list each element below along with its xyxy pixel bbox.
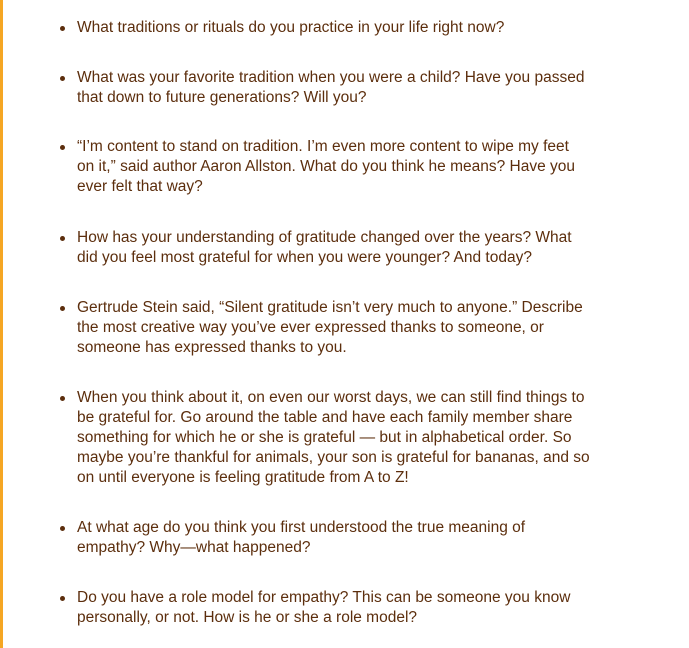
question-text [77,68,637,108]
question-text [77,298,637,358]
bullet-icon [60,596,65,601]
question-text [77,388,637,488]
question-line: ever felt that way? [77,178,203,195]
bullet-icon [60,76,65,81]
question-text [77,18,637,38]
bullet-icon [60,306,65,311]
question-line: When you think about it, on even our worst days, we can still find things to [77,389,585,406]
question-line: personally, or not. How is he or she a role model? [77,609,418,626]
question-line: What was your favorite tradition when you were a child? Have you passed [77,69,585,86]
question-item [60,228,637,268]
bullet-icon [60,26,65,31]
bullet-icon [60,236,65,241]
question-line: empathy? Why—what happened? [77,539,311,556]
question-item [60,298,637,358]
question-text [77,518,637,558]
question-line: What traditions or rituals do you practice in your life right now? [77,19,505,36]
question-text [77,228,637,268]
question-item [60,68,637,108]
question-item [60,388,637,488]
question-item [60,588,637,628]
question-item [60,18,637,38]
bullet-icon [60,526,65,531]
question-line: on it,” said author Aaron Allston. What do you think he means? Have you [77,158,576,175]
question-line: maybe you’re thankful for animals, your son is grateful for bananas, and so [77,449,590,466]
question-line: Do you have a role model for empathy? This can be someone you know [77,589,571,606]
question-text [77,137,637,197]
question-line: on until everyone is feeling gratitude from A to Z! [77,469,409,486]
question-line: At what age do you think you first understood the true meaning of [77,519,526,536]
accent-bar [0,0,3,648]
question-item [60,518,637,558]
question-line: someone has expressed thanks to you. [77,339,347,356]
question-line: be grateful for. Go around the table and have each family member share [77,409,573,426]
question-line: that down to future generations? Will you? [77,89,367,106]
question-line: did you feel most grateful for when you were younger? And today? [77,249,532,266]
question-line: the most creative way you’ve ever expressed thanks to someone, or [77,319,544,336]
question-text [77,588,637,628]
question-item [60,137,637,197]
bullet-icon [60,396,65,401]
bullet-icon [60,145,65,150]
question-line: “I’m content to stand on tradition. I’m even more content to wipe my feet [77,138,569,155]
question-line: How has your understanding of gratitude changed over the years? What [77,229,572,246]
question-line: Gertrude Stein said, “Silent gratitude isn’t very much to anyone.” Describe [77,299,583,316]
question-line: something for which he or she is grateful — but in alphabetical order. So [77,429,572,446]
